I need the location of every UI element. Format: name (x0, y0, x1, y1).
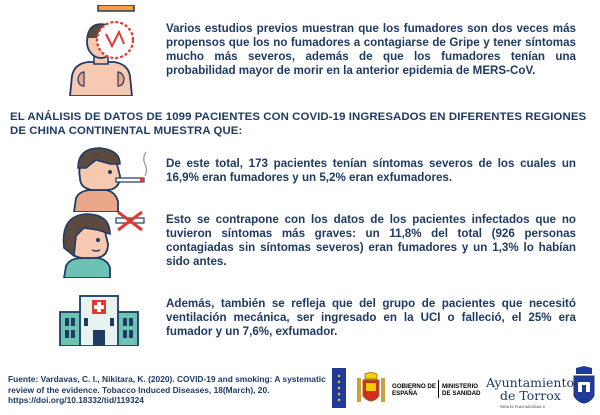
section-heading: EL ANÁLISIS DE DATOS DE 1099 PACIENTES CON COVID-19 INGRESADOS EN DIFERENTES REGIONES DE CHINA CONTINENTAL MUESTRA QUE: (10, 111, 587, 137)
ayuntamiento-line-1: Ayuntamiento (486, 375, 575, 390)
no-smoking-woman-icon (58, 208, 154, 278)
logo-divider (438, 380, 439, 398)
gobierno-label: GOBIERNO DE ESPAÑA (392, 383, 437, 398)
logo-strip (330, 364, 600, 414)
finding-2-text: Esto se contrapone con los datos de los pacientes infectados que no tuvieron síntomas más graves: un 11,8% del total (926 personas contagiadas sin síntomas severos) eran fumadores y un 1,3% lo habían sido antes. (166, 213, 576, 268)
smoker-man-icon (66, 146, 156, 212)
spain-coat-of-arms-icon (354, 372, 388, 408)
ministerio-label: MINISTERIO DE SANIDAD (442, 383, 481, 398)
eu-flag-icon (332, 368, 346, 408)
source-citation: Fuente: Vardavas, C. I., Nikitara, K. (2020). COVID-19 and smoking: A systematic review of the evidence. Tobacco Induced Diseases, 18(March), 20. https://doi.org/10.18332/tid/119324 (8, 374, 326, 405)
sick-person-lungs-icon (62, 16, 140, 96)
ayuntamiento-subline: PARA EL PLAN NACIONAL S (500, 405, 545, 409)
intro-text: Varios estudios previos muestran que los fumadores son dos veces más propensos que los no fumadores a contagiarse de Gripe y tener síntomas mucho más severos, además de que los fumadores tenían una probabilidad mayor de morir en la anterior epidemia de MERS-CoV. (166, 22, 576, 77)
top-icon-fragment (96, 0, 136, 8)
finding-1-text: De este total, 173 pacientes tenían síntomas severos de los cuales un 16,9% eran fumadores y un 5,2% eran exfumadores. (166, 157, 576, 184)
hospital-building-icon (56, 290, 142, 346)
torrox-crest-icon (570, 366, 598, 410)
ayuntamiento-line-2: de Torrox (500, 388, 561, 403)
finding-3-text: Además, también se refleja que del grupo de pacientes que necesitó ventilación mecánica, ser ingresado en la UCI o falleció, el 25% era fumador y un 7,6%, exfumador. (166, 297, 576, 338)
